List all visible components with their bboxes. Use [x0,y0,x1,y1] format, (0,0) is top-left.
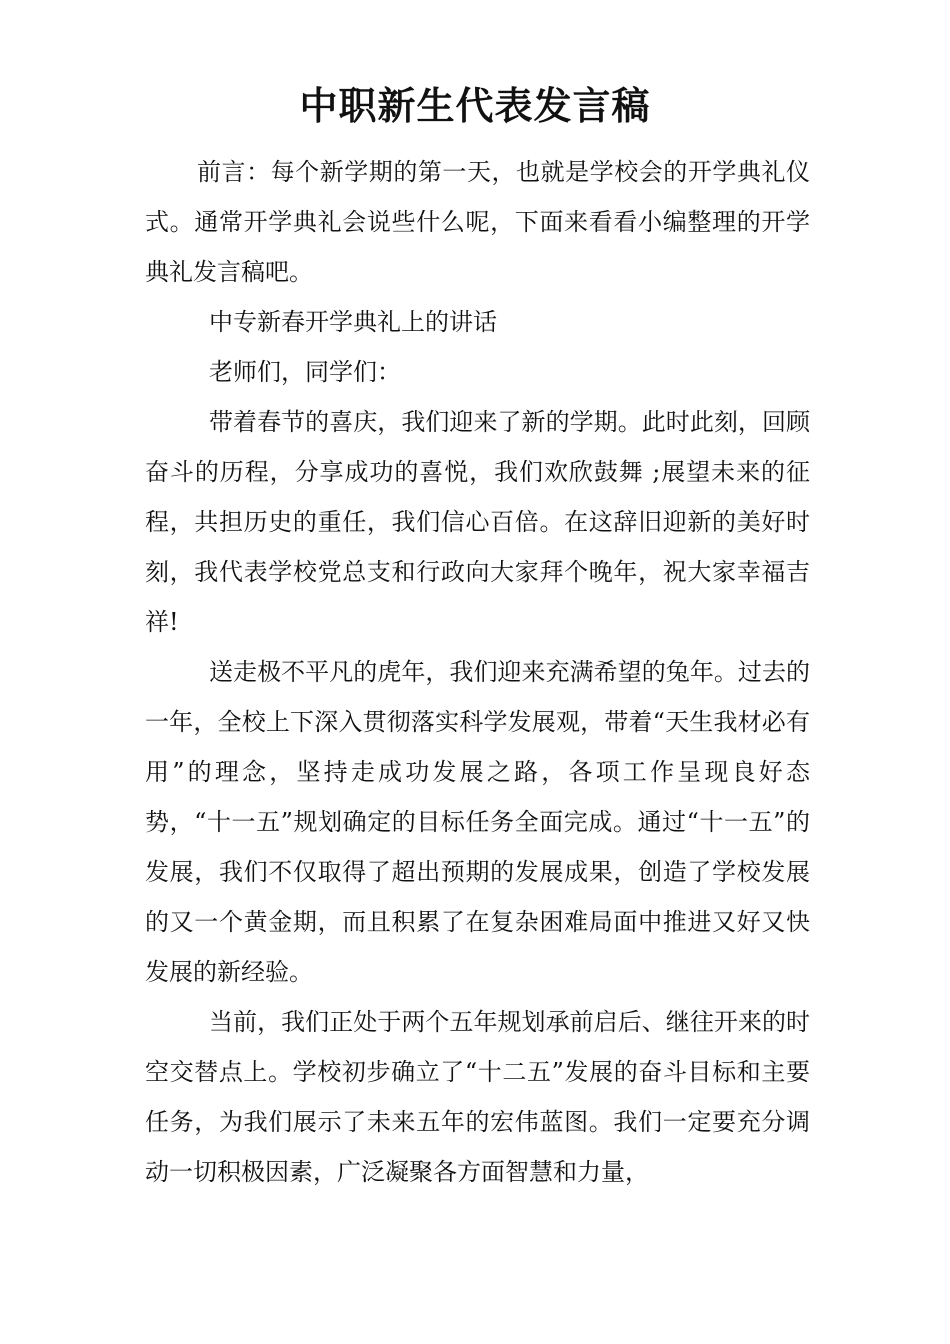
paragraph-current-plan: 当前，我们正处于两个五年规划承前启后、继往开来的时空交替点上。学校初步确立了“十二五”发展的奋斗目标和主要任务，为我们展示了未来五年的宏伟蓝图。我们一定要充分调动一切积极因素，广泛凝聚各方面智慧和力量， [145,1008,810,1186]
document-body [145,147,810,1197]
paragraph-past-year: 送走极不平凡的虎年，我们迎来充满希望的兔年。过去的一年，全校上下深入贯彻落实科学发展观，带着“天生我材必有用”的理念，坚持走成功发展之路，各项工作呈现良好态势，“十一五”规划确定的目标任务全面完成。通过“十一五”的发展，我们不仅取得了超出预期的发展成果，创造了学校发展的又一个黄金期，而且积累了在复杂困难局面中推进又好又快发展的新经验。 [145,658,810,986]
paragraph-speech-heading: 中专新春开学典礼上的讲话 [209,308,497,336]
paragraph-salutation: 老师们，同学们： [209,358,401,386]
document-title: 中职新生代表发言稿 [299,83,651,128]
paragraph-preface: 前言：每个新学期的第一天，也就是学校会的开学典礼仪式。通常开学典礼会说些什么呢，下面来看看小编整理的开学典礼发言稿吧。 [145,158,810,286]
paragraph-new-semester: 带着春节的喜庆，我们迎来了新的学期。此时此刻，回顾奋斗的历程，分享成功的喜悦，我们欢欣鼓舞 ;展望未来的征程，共担历史的重任，我们信心百倍。在这辞旧迎新的美好时刻，我代表学校党总支和行政向大家拜个晚年，祝大家幸福吉祥! [145,408,810,636]
